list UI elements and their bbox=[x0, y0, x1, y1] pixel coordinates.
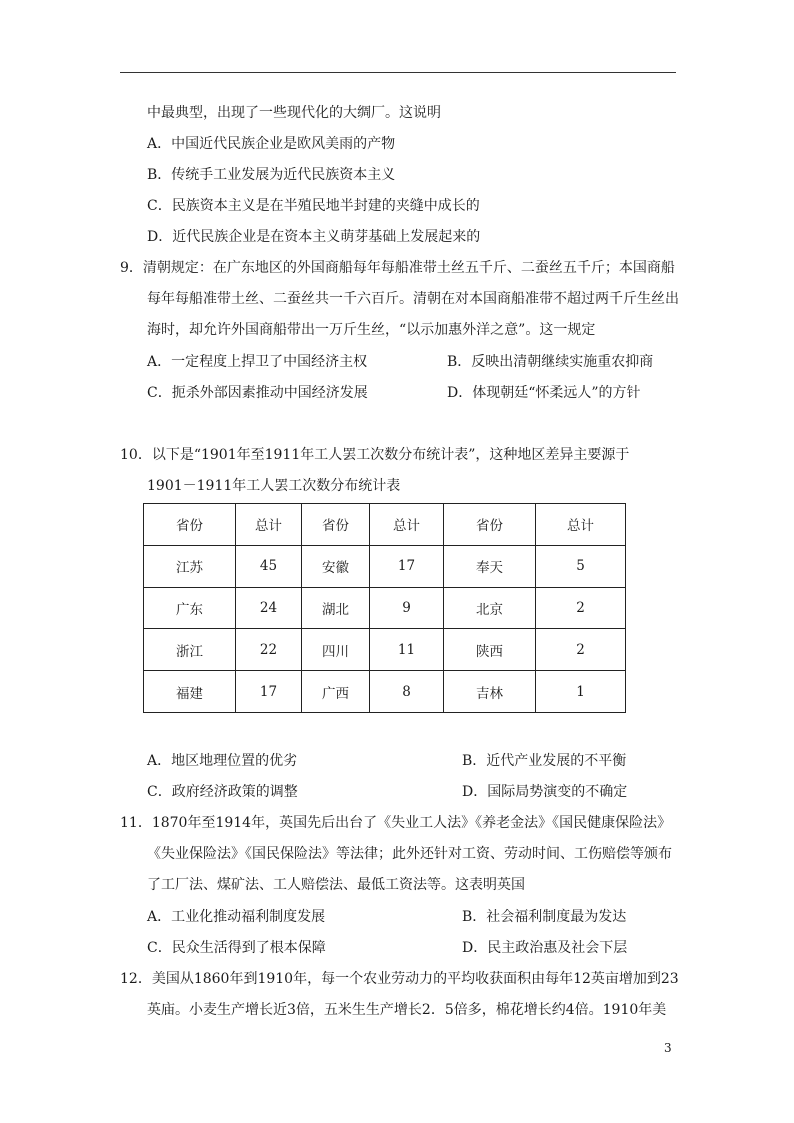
q9-stem-line-1: 9．清朝规定：在广东地区的外国商船每年每船准带土丝五千斤、二蚕丝五千斤；本国商船 bbox=[120, 260, 675, 276]
q11-stem-line-3: 了工厂法、煤矿法、工人赔偿法、最低工资法等。这表明英国 bbox=[147, 877, 525, 893]
table-header-cell: 省份 bbox=[302, 504, 370, 546]
q11-option-a: A．工业化推动福利制度发展 bbox=[147, 909, 326, 925]
table-cell: 陕西 bbox=[444, 629, 536, 671]
table-cell: 吉林 bbox=[444, 671, 536, 713]
table-header-row bbox=[144, 504, 626, 546]
table-cell: 广西 bbox=[302, 671, 370, 713]
table-cell: 2 bbox=[536, 629, 626, 671]
q8-option-d: D．近代民族企业是在资本主义萌芽基础上发展起来的 bbox=[147, 229, 481, 245]
table-cell: 9 bbox=[370, 587, 444, 629]
table-cell: 45 bbox=[236, 545, 302, 587]
table-cell: 安徽 bbox=[302, 545, 370, 587]
q10-option-b: B．近代产业发展的不平衡 bbox=[462, 753, 627, 769]
table-cell: 5 bbox=[536, 545, 626, 587]
q10-option-c: C．政府经济政策的调整 bbox=[147, 784, 298, 800]
q11-stem-line-2: 《失业保险法》《国民保险法》等法律；此外还针对工资、劳动时间、工伤赔偿等颁布 bbox=[147, 846, 672, 862]
table-cell: 17 bbox=[236, 671, 302, 713]
q9-option-a: A．一定程度上捍卫了中国经济主权 bbox=[147, 354, 368, 370]
q10-table-title: 1901－1911年工人罢工次数分布统计表 bbox=[147, 478, 401, 494]
table-header-cell: 总计 bbox=[536, 504, 626, 546]
table-row bbox=[144, 587, 626, 629]
q8-option-c: C．民族资本主义是在半殖民地半封建的夹缝中成长的 bbox=[147, 198, 480, 214]
q11-stem-line-1: 11．1870年至1914年，英国先后出台了《失业工人法》《养老金法》《国民健康保险法》 bbox=[120, 815, 672, 831]
table-header-cell: 总计 bbox=[370, 504, 444, 546]
table-cell: 11 bbox=[370, 629, 444, 671]
q10-option-a: A．地区地理位置的优劣 bbox=[147, 753, 298, 769]
table-row bbox=[144, 629, 626, 671]
q11-option-c: C．民众生活得到了根本保障 bbox=[147, 940, 326, 956]
table-cell: 24 bbox=[236, 587, 302, 629]
header-rule bbox=[120, 72, 676, 73]
table-cell: 1 bbox=[536, 671, 626, 713]
table-cell: 奉天 bbox=[444, 545, 536, 587]
q8-option-b: B．传统手工业发展为近代民族资本主义 bbox=[147, 167, 396, 183]
table-cell: 湖北 bbox=[302, 587, 370, 629]
q9-option-d: D．体现朝廷“怀柔远人”的方针 bbox=[447, 385, 641, 401]
table-row bbox=[144, 545, 626, 587]
q12-stem-line-2: 英庙。小麦生产增长近3倍，五米生生产增长2．5倍多，棉花增长约4倍。1910年美 bbox=[147, 1002, 667, 1018]
q10-stem: 10．以下是“1901年至1911年工人罢工次数分布统计表”，这种地区差异主要源于 bbox=[120, 447, 630, 463]
table-row bbox=[144, 671, 626, 713]
q12-stem-line-1: 12．美国从1860年到1910年，每一个农业劳动力的平均收获面积由每年12英亩增加到23 bbox=[120, 971, 679, 987]
q9-option-b: B．反映出清朝继续实施重农抑商 bbox=[447, 354, 654, 370]
table-cell: 2 bbox=[536, 587, 626, 629]
q11-option-d: D．民主政治惠及社会下层 bbox=[462, 940, 628, 956]
table-cell: 北京 bbox=[444, 587, 536, 629]
q9-stem-line-3: 海时，却允许外国商船带出一万斤生丝，“以示加惠外洋之意”。这一规定 bbox=[147, 322, 596, 338]
table-cell: 22 bbox=[236, 629, 302, 671]
q8-stem-tail: 中最典型，出现了一些现代化的大绸厂。这说明 bbox=[147, 105, 441, 121]
table-cell: 浙江 bbox=[144, 629, 236, 671]
q11-option-b: B．社会福利制度最为发达 bbox=[462, 909, 627, 925]
table-cell: 17 bbox=[370, 545, 444, 587]
table-header-cell: 总计 bbox=[236, 504, 302, 546]
q8-option-a: A．中国近代民族企业是欧风美雨的产物 bbox=[147, 136, 396, 152]
q9-option-c: C．扼杀外部因素推动中国经济发展 bbox=[147, 385, 368, 401]
table-header-cell: 省份 bbox=[144, 504, 236, 546]
page-number: 3 bbox=[664, 1041, 672, 1055]
table-cell: 福建 bbox=[144, 671, 236, 713]
table-header-cell: 省份 bbox=[444, 504, 536, 546]
table-cell: 江苏 bbox=[144, 545, 236, 587]
q9-stem-line-2: 每年每船准带土丝、二蚕丝共一千六百斤。清朝在对本国商船准带不超过两千斤生丝出 bbox=[147, 291, 679, 307]
table-cell: 四川 bbox=[302, 629, 370, 671]
table-cell: 8 bbox=[370, 671, 444, 713]
strike-statistics-table bbox=[143, 503, 626, 713]
q10-option-d: D．国际局势演变的不确定 bbox=[462, 784, 628, 800]
table-cell: 广东 bbox=[144, 587, 236, 629]
